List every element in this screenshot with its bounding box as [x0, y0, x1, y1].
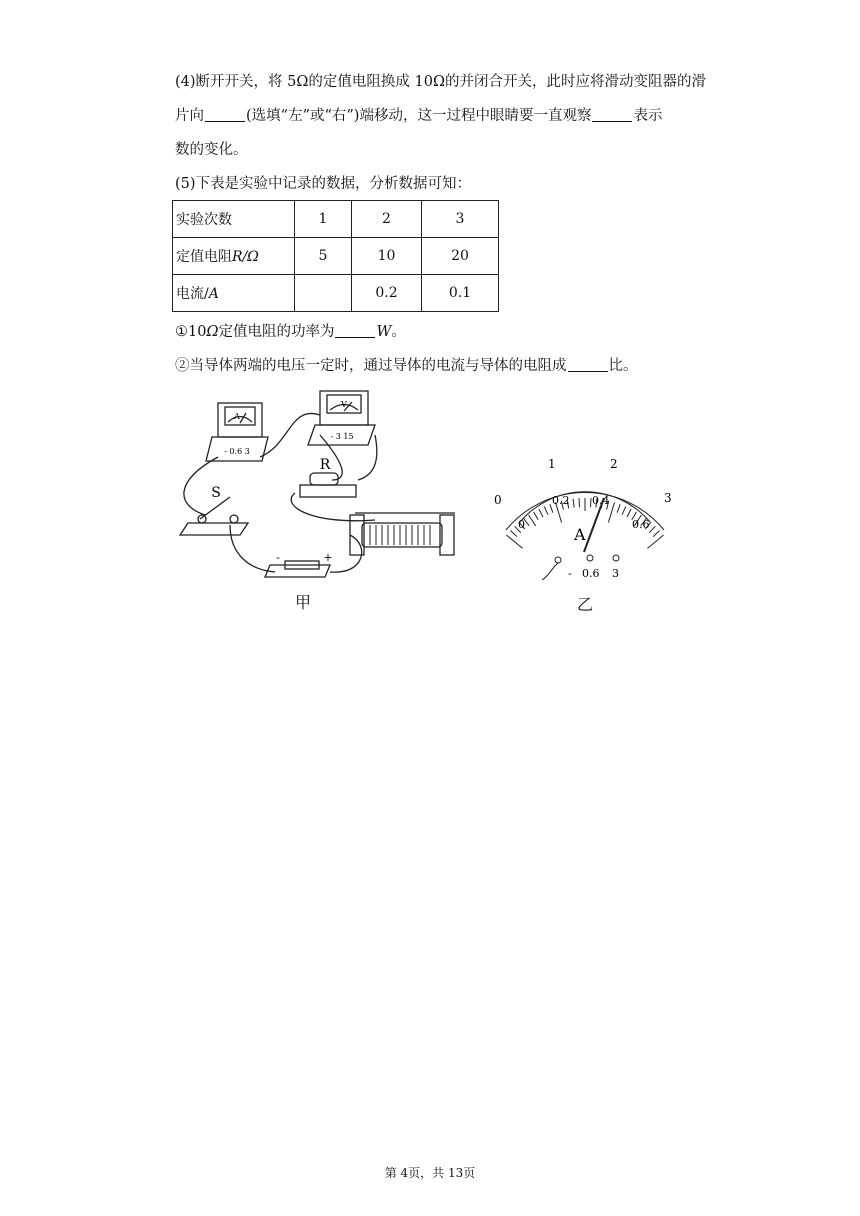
table-row: [173, 201, 499, 238]
figure-caption-jia: 甲: [295, 593, 312, 612]
dial-tick: [653, 531, 660, 537]
q4-line2b: (选填“左”或“右”)端移动，这一过程中眼睛要一直观察: [246, 108, 592, 124]
ammeter-letter: A: [234, 412, 240, 421]
q5-sub1: ①10Ω定值电阻的功率为 W。: [175, 324, 406, 340]
ammeter-dial-figure-yi: [480, 450, 690, 585]
terminal-minus: -: [568, 567, 572, 580]
dial-tick: [617, 504, 620, 513]
row-label: 实验次数: [173, 201, 295, 238]
dial-tick: [579, 498, 580, 507]
row-label: 定值电阻R/Ω: [173, 238, 295, 275]
row-label: 电流/A: [173, 275, 295, 312]
dial-tick: [510, 531, 517, 537]
outer-scale-3: 3: [664, 491, 672, 505]
dial-tick: [529, 515, 536, 526]
table-cell: 2: [352, 201, 422, 238]
inner-scale-0.6: 0.6: [632, 518, 650, 531]
q4-line2c: 表示: [633, 108, 663, 124]
terminal-3: 3: [612, 567, 619, 580]
dial-tick: [649, 526, 655, 533]
table-cell: 10: [352, 238, 422, 275]
table-cell: 20: [422, 238, 499, 275]
outer-scale-1: 1: [548, 457, 556, 471]
dial-tick: [647, 535, 663, 548]
answer-blank-power[interactable]: [335, 323, 375, 338]
q5-intro: (5)下表是实验中记录的数据，分析数据可知：: [175, 176, 472, 192]
inner-scale-0: 0: [518, 518, 525, 531]
table-row: [173, 238, 499, 275]
dial-tick: [534, 512, 539, 520]
outer-scale-0: 0: [494, 493, 502, 507]
dial-letter: A: [574, 525, 586, 544]
voltmeter-letter: V: [341, 400, 347, 409]
dial-tick: [544, 507, 548, 515]
battery-plus: +: [323, 551, 333, 564]
dial-tick: [622, 507, 626, 515]
circuit-figure-jia: [170, 385, 480, 585]
voltmeter-terminal-label: - 3 15: [330, 432, 354, 441]
ammeter-terminal-label: - 0.6 3: [224, 447, 250, 456]
inner-scale-0.2: 0.2: [552, 494, 570, 507]
dial-tick: [591, 498, 592, 507]
dial-tick: [627, 509, 631, 517]
dial-tick: [573, 499, 574, 508]
switch-label: S: [211, 485, 221, 501]
table-cell: 0.1: [422, 275, 499, 312]
q5-sub2: ②当导体两端的电压一定时，通过导体的电流与导体的电阻成 比。: [175, 358, 638, 374]
table-cell: 0.2: [352, 275, 422, 312]
data-table: [172, 200, 499, 312]
table-cell: 1: [295, 201, 352, 238]
dial-tick: [506, 535, 522, 548]
inner-scale-0.4: 0.4: [592, 494, 610, 507]
outer-scale-2: 2: [610, 457, 618, 471]
battery-minus: -: [276, 551, 280, 564]
page-footer: 第 4页，共 13页: [384, 1166, 476, 1180]
q4-line2a: 片向: [175, 108, 204, 124]
q4-line1: (4)断开开关，将 5Ω的定值电阻换成 10Ω的并闭合开关，此时应将滑动变阻器的滑: [175, 74, 706, 90]
figure-caption-yi: 乙: [577, 595, 594, 614]
table-row: [173, 275, 499, 312]
table-cell: 5: [295, 238, 352, 275]
table-cell: 3: [422, 201, 499, 238]
table-cell-empty: [295, 275, 352, 312]
answer-blank-meter[interactable]: [592, 107, 632, 122]
answer-blank-direction[interactable]: [205, 107, 245, 122]
dial-tick: [539, 509, 543, 517]
q4-line3: 数的变化。: [175, 142, 248, 158]
resistor-label: R: [319, 457, 331, 473]
terminal-0.6: 0.6: [582, 567, 600, 580]
q4-line2: [175, 106, 662, 126]
answer-blank-ratio[interactable]: [568, 357, 608, 372]
